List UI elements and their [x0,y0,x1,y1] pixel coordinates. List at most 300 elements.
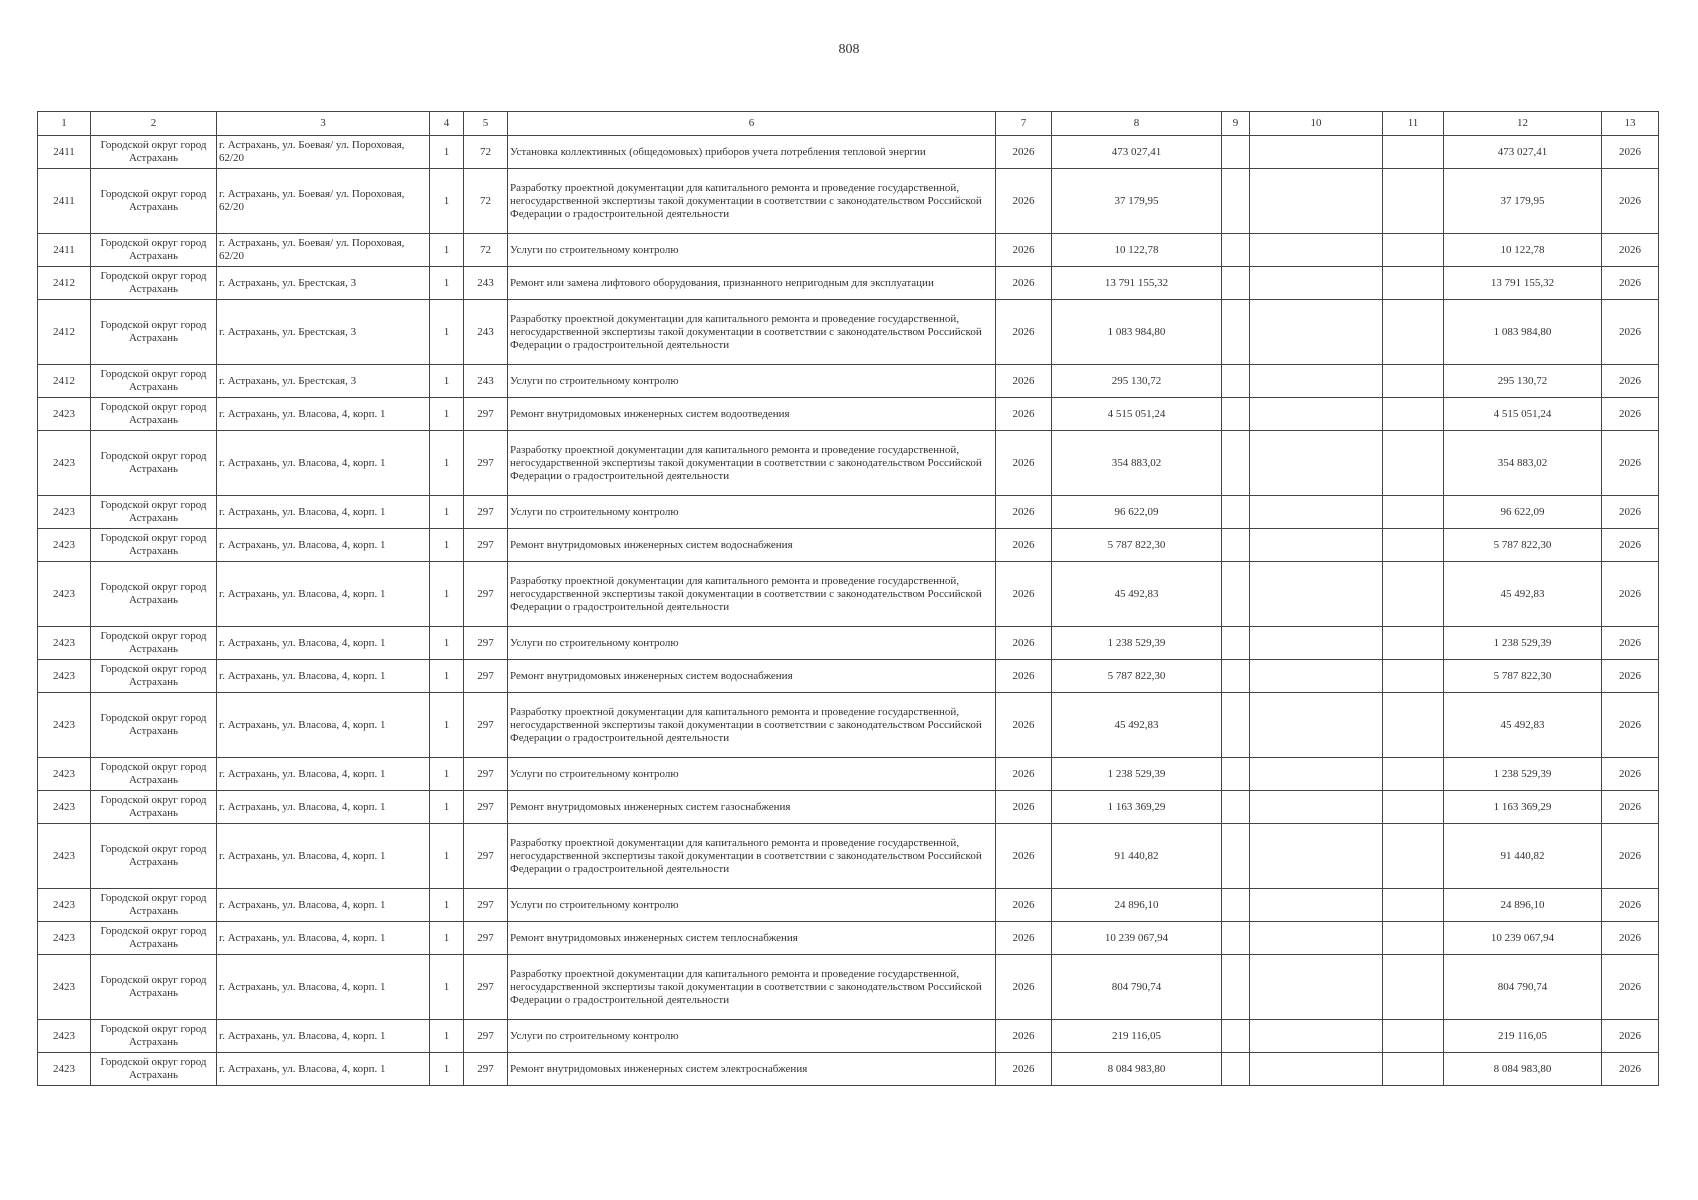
table-cell-col-2: Городской округ город Астрахань [91,398,217,431]
table-cell-col-7: 2026 [996,398,1052,431]
table-cell-col-4: 1 [430,1053,464,1086]
table-row [38,529,1659,562]
table-cell-col-2: Городской округ город Астрахань [91,1053,217,1086]
table-cell-col-7: 2026 [996,758,1052,791]
table-cell-col-2: Городской округ город Астрахань [91,791,217,824]
table-cell-col-10 [1250,889,1383,922]
table-cell-col-12: 24 896,10 [1444,889,1602,922]
table-cell-col-10 [1250,267,1383,300]
table-cell-col-13: 2026 [1602,267,1659,300]
table-cell-col-13: 2026 [1602,365,1659,398]
table-cell-col-8: 10 239 067,94 [1052,922,1222,955]
column-header: 1 [38,112,91,136]
table-cell-col-13: 2026 [1602,693,1659,758]
table-cell-col-7: 2026 [996,234,1052,267]
table-cell-col-12: 804 790,74 [1444,955,1602,1020]
table-cell-col-2: Городской округ город Астрахань [91,267,217,300]
table-cell-col-2: Городской округ город Астрахань [91,234,217,267]
table-cell-col-12: 295 130,72 [1444,365,1602,398]
table-cell-col-13: 2026 [1602,955,1659,1020]
table-cell-col-8: 1 083 984,80 [1052,300,1222,365]
table-cell-col-4: 1 [430,300,464,365]
column-header: 11 [1383,112,1444,136]
table-row [38,136,1659,169]
table-cell-col-2: Городской округ город Астрахань [91,627,217,660]
table-cell-col-3: г. Астрахань, ул. Брестская, 3 [217,365,430,398]
table-cell-col-2: Городской округ город Астрахань [91,955,217,1020]
table-cell-col-11 [1383,431,1444,496]
table-cell-col-5: 297 [464,496,508,529]
table-cell-col-13: 2026 [1602,496,1659,529]
table-cell-col-3: г. Астрахань, ул. Власова, 4, корп. 1 [217,627,430,660]
table-cell-col-10 [1250,1053,1383,1086]
table-cell-col-5: 297 [464,627,508,660]
table-cell-col-3: г. Астрахань, ул. Брестская, 3 [217,267,430,300]
table-row [38,693,1659,758]
table-cell-col-10 [1250,824,1383,889]
table-cell-col-10 [1250,627,1383,660]
table-cell-col-6: Ремонт внутридомовых инженерных систем водоотведения [508,398,996,431]
table-cell-col-11 [1383,791,1444,824]
header-row [38,112,1659,136]
table-cell-col-8: 5 787 822,30 [1052,529,1222,562]
column-header: 6 [508,112,996,136]
table-cell-col-10 [1250,136,1383,169]
table-cell-col-8: 5 787 822,30 [1052,660,1222,693]
table-cell-col-5: 297 [464,562,508,627]
table-cell-col-8: 219 116,05 [1052,1020,1222,1053]
table-cell-col-10 [1250,922,1383,955]
table-cell-col-3: г. Астрахань, ул. Власова, 4, корп. 1 [217,660,430,693]
table-cell-col-7: 2026 [996,169,1052,234]
table-cell-col-4: 1 [430,169,464,234]
table-cell-col-9 [1222,758,1250,791]
table-cell-col-3: г. Астрахань, ул. Брестская, 3 [217,300,430,365]
table-cell-col-13: 2026 [1602,169,1659,234]
table-cell-col-12: 473 027,41 [1444,136,1602,169]
table-cell-col-4: 1 [430,824,464,889]
table-cell-col-8: 13 791 155,32 [1052,267,1222,300]
table-cell-col-3: г. Астрахань, ул. Власова, 4, корп. 1 [217,496,430,529]
table-cell-col-4: 1 [430,496,464,529]
table-cell-col-5: 297 [464,758,508,791]
table-cell-col-6: Ремонт внутридомовых инженерных систем электроснабжения [508,1053,996,1086]
table-cell-col-3: г. Астрахань, ул. Власова, 4, корп. 1 [217,529,430,562]
table-cell-col-3: г. Астрахань, ул. Боевая/ ул. Пороховая, 62/20 [217,234,430,267]
table-cell-col-6: Разработку проектной документации для капитального ремонта и проведение государственной, негосударственной экспертизы такой документации в соответствии с законодательством Российской Федерации о градостроительной деятельности [508,562,996,627]
table-cell-col-10 [1250,660,1383,693]
table-cell-col-4: 1 [430,627,464,660]
table-cell-col-4: 1 [430,758,464,791]
table-cell-col-8: 473 027,41 [1052,136,1222,169]
table-cell-col-13: 2026 [1602,791,1659,824]
table-cell-col-8: 295 130,72 [1052,365,1222,398]
table-cell-col-1: 2423 [38,398,91,431]
table-cell-col-4: 1 [430,398,464,431]
table-cell-col-7: 2026 [996,693,1052,758]
table-cell-col-8: 45 492,83 [1052,693,1222,758]
table-cell-col-2: Городской округ город Астрахань [91,529,217,562]
table-cell-col-9 [1222,1020,1250,1053]
table-cell-col-6: Услуги по строительному контролю [508,627,996,660]
table-cell-col-2: Городской округ город Астрахань [91,922,217,955]
table-cell-col-10 [1250,300,1383,365]
table-cell-col-11 [1383,955,1444,1020]
table-cell-col-6: Разработку проектной документации для капитального ремонта и проведение государственной, негосударственной экспертизы такой документации в соответствии с законодательством Российской Федерации о градостроительной деятельности [508,300,996,365]
table-cell-col-11 [1383,562,1444,627]
table-cell-col-10 [1250,496,1383,529]
table-cell-col-2: Городской округ город Астрахань [91,300,217,365]
table-cell-col-8: 1 238 529,39 [1052,758,1222,791]
table-cell-col-1: 2411 [38,136,91,169]
table-row [38,300,1659,365]
table-cell-col-8: 37 179,95 [1052,169,1222,234]
table-cell-col-1: 2423 [38,496,91,529]
table-cell-col-12: 37 179,95 [1444,169,1602,234]
table-cell-col-3: г. Астрахань, ул. Власова, 4, корп. 1 [217,889,430,922]
table-cell-col-9 [1222,627,1250,660]
table-cell-col-12: 10 122,78 [1444,234,1602,267]
table-cell-col-7: 2026 [996,365,1052,398]
table-cell-col-9 [1222,824,1250,889]
table-cell-col-11 [1383,693,1444,758]
table-cell-col-12: 13 791 155,32 [1444,267,1602,300]
column-header: 9 [1222,112,1250,136]
table-cell-col-4: 1 [430,136,464,169]
table-cell-col-1: 2423 [38,431,91,496]
table-cell-col-11 [1383,660,1444,693]
table-cell-col-8: 96 622,09 [1052,496,1222,529]
column-header: 10 [1250,112,1383,136]
table-row [38,267,1659,300]
table-cell-col-5: 297 [464,791,508,824]
table-cell-col-6: Разработку проектной документации для капитального ремонта и проведение государственной, негосударственной экспертизы такой документации в соответствии с законодательством Российской Федерации о градостроительной деятельности [508,169,996,234]
table-cell-col-12: 1 238 529,39 [1444,627,1602,660]
table-cell-col-13: 2026 [1602,136,1659,169]
table-cell-col-2: Городской округ город Астрахань [91,824,217,889]
table-cell-col-6: Услуги по строительному контролю [508,496,996,529]
table-cell-col-5: 72 [464,136,508,169]
table-cell-col-4: 1 [430,693,464,758]
table-cell-col-1: 2423 [38,824,91,889]
table-cell-col-13: 2026 [1602,300,1659,365]
table-cell-col-8: 24 896,10 [1052,889,1222,922]
table-cell-col-4: 1 [430,922,464,955]
table-cell-col-3: г. Астрахань, ул. Боевая/ ул. Пороховая, 62/20 [217,169,430,234]
table-cell-col-9 [1222,398,1250,431]
table-cell-col-5: 297 [464,1020,508,1053]
table-cell-col-7: 2026 [996,824,1052,889]
table-cell-col-3: г. Астрахань, ул. Власова, 4, корп. 1 [217,398,430,431]
table-cell-col-3: г. Астрахань, ул. Власова, 4, корп. 1 [217,1053,430,1086]
table-cell-col-1: 2423 [38,1053,91,1086]
table-row [38,234,1659,267]
table-cell-col-5: 297 [464,431,508,496]
column-header: 12 [1444,112,1602,136]
table-cell-col-4: 1 [430,365,464,398]
table-cell-col-3: г. Астрахань, ул. Власова, 4, корп. 1 [217,562,430,627]
table-cell-col-11 [1383,267,1444,300]
table-cell-col-9 [1222,431,1250,496]
table-cell-col-4: 1 [430,562,464,627]
table-cell-col-11 [1383,824,1444,889]
table-cell-col-9 [1222,1053,1250,1086]
table-cell-col-8: 4 515 051,24 [1052,398,1222,431]
table-cell-col-12: 1 238 529,39 [1444,758,1602,791]
table-cell-col-7: 2026 [996,496,1052,529]
table-cell-col-9 [1222,529,1250,562]
table-cell-col-7: 2026 [996,136,1052,169]
table-cell-col-2: Городской округ город Астрахань [91,562,217,627]
table-cell-col-1: 2423 [38,889,91,922]
table-cell-col-11 [1383,529,1444,562]
table-cell-col-4: 1 [430,955,464,1020]
table-cell-col-11 [1383,496,1444,529]
table-cell-col-5: 297 [464,660,508,693]
table-cell-col-10 [1250,169,1383,234]
table-cell-col-5: 297 [464,824,508,889]
table-cell-col-5: 297 [464,1053,508,1086]
table-cell-col-2: Городской округ город Астрахань [91,758,217,791]
capital-repair-table [37,111,1659,1086]
table-cell-col-11 [1383,136,1444,169]
table-cell-col-11 [1383,889,1444,922]
table-cell-col-1: 2423 [38,955,91,1020]
table-cell-col-11 [1383,758,1444,791]
table-cell-col-9 [1222,365,1250,398]
table-cell-col-10 [1250,431,1383,496]
table-cell-col-1: 2423 [38,1020,91,1053]
table-cell-col-5: 243 [464,267,508,300]
table-cell-col-10 [1250,791,1383,824]
table-cell-col-2: Городской округ город Астрахань [91,365,217,398]
table-cell-col-7: 2026 [996,300,1052,365]
table-cell-col-3: г. Астрахань, ул. Власова, 4, корп. 1 [217,693,430,758]
table-cell-col-5: 297 [464,693,508,758]
page-number: 808 [838,42,860,57]
table-cell-col-1: 2412 [38,267,91,300]
table-row [38,922,1659,955]
table-cell-col-9 [1222,169,1250,234]
table-cell-col-7: 2026 [996,267,1052,300]
table-cell-col-3: г. Астрахань, ул. Власова, 4, корп. 1 [217,955,430,1020]
table-cell-col-2: Городской округ город Астрахань [91,889,217,922]
table-cell-col-2: Городской округ город Астрахань [91,1020,217,1053]
table-cell-col-13: 2026 [1602,234,1659,267]
table-cell-col-10 [1250,365,1383,398]
table-cell-col-12: 10 239 067,94 [1444,922,1602,955]
table-cell-col-5: 72 [464,169,508,234]
table-cell-col-4: 1 [430,660,464,693]
column-header: 5 [464,112,508,136]
table-cell-col-10 [1250,1020,1383,1053]
table-row [38,169,1659,234]
table-cell-col-13: 2026 [1602,529,1659,562]
table-cell-col-11 [1383,1020,1444,1053]
table-row [38,627,1659,660]
table-cell-col-6: Ремонт внутридомовых инженерных систем теплоснабжения [508,922,996,955]
table-cell-col-5: 297 [464,889,508,922]
table-cell-col-12: 45 492,83 [1444,693,1602,758]
table-cell-col-13: 2026 [1602,1020,1659,1053]
table-cell-col-6: Разработку проектной документации для капитального ремонта и проведение государственной, негосударственной экспертизы такой документации в соответствии с законодательством Российской Федерации о градостроительной деятельности [508,824,996,889]
table-cell-col-12: 4 515 051,24 [1444,398,1602,431]
table-row [38,365,1659,398]
table-cell-col-2: Городской округ город Астрахань [91,693,217,758]
table-cell-col-1: 2412 [38,365,91,398]
table-cell-col-13: 2026 [1602,627,1659,660]
table-cell-col-7: 2026 [996,431,1052,496]
table-cell-col-11 [1383,1053,1444,1086]
table-cell-col-12: 354 883,02 [1444,431,1602,496]
column-header: 13 [1602,112,1659,136]
table-cell-col-5: 297 [464,529,508,562]
table-cell-col-2: Городской округ город Астрахань [91,136,217,169]
table-row [38,758,1659,791]
table-cell-col-10 [1250,693,1383,758]
table-cell-col-3: г. Астрахань, ул. Власова, 4, корп. 1 [217,824,430,889]
table-cell-col-6: Ремонт внутридомовых инженерных систем водоснабжения [508,529,996,562]
table-cell-col-12: 91 440,82 [1444,824,1602,889]
table-row [38,955,1659,1020]
table-cell-col-9 [1222,693,1250,758]
table-cell-col-4: 1 [430,234,464,267]
table-cell-col-12: 219 116,05 [1444,1020,1602,1053]
table-cell-col-8: 1 238 529,39 [1052,627,1222,660]
table-cell-col-1: 2423 [38,922,91,955]
table-cell-col-12: 5 787 822,30 [1444,529,1602,562]
table-cell-col-10 [1250,398,1383,431]
table-cell-col-7: 2026 [996,791,1052,824]
table-cell-col-2: Городской округ город Астрахань [91,169,217,234]
table-cell-col-3: г. Астрахань, ул. Власова, 4, корп. 1 [217,431,430,496]
table-cell-col-6: Ремонт внутридомовых инженерных систем водоснабжения [508,660,996,693]
table-cell-col-7: 2026 [996,660,1052,693]
table-cell-col-4: 1 [430,431,464,496]
table-cell-col-11 [1383,300,1444,365]
table-cell-col-5: 243 [464,300,508,365]
table-cell-col-11 [1383,922,1444,955]
column-header: 2 [91,112,217,136]
table-cell-col-6: Разработку проектной документации для капитального ремонта и проведение государственной, негосударственной экспертизы такой документации в соответствии с законодательством Российской Федерации о градостроительной деятельности [508,431,996,496]
table-cell-col-9 [1222,922,1250,955]
table-cell-col-10 [1250,562,1383,627]
table-cell-col-13: 2026 [1602,431,1659,496]
table-cell-col-2: Городской округ город Астрахань [91,660,217,693]
table-cell-col-1: 2412 [38,300,91,365]
table-cell-col-1: 2423 [38,693,91,758]
table-cell-col-4: 1 [430,791,464,824]
table-cell-col-6: Услуги по строительному контролю [508,234,996,267]
table-cell-col-5: 72 [464,234,508,267]
table-cell-col-1: 2423 [38,791,91,824]
table-row [38,496,1659,529]
table-cell-col-4: 1 [430,1020,464,1053]
table-row [38,1053,1659,1086]
table-cell-col-9 [1222,496,1250,529]
table-cell-col-9 [1222,791,1250,824]
table-cell-col-6: Услуги по строительному контролю [508,1020,996,1053]
table-cell-col-7: 2026 [996,529,1052,562]
table-cell-col-5: 297 [464,922,508,955]
table-cell-col-5: 297 [464,955,508,1020]
table-cell-col-1: 2423 [38,529,91,562]
table-cell-col-9 [1222,300,1250,365]
table-cell-col-9 [1222,660,1250,693]
table-cell-col-1: 2423 [38,758,91,791]
table-cell-col-8: 8 084 983,80 [1052,1053,1222,1086]
table-cell-col-6: Услуги по строительному контролю [508,365,996,398]
table-cell-col-6: Разработку проектной документации для капитального ремонта и проведение государственной, негосударственной экспертизы такой документации в соответствии с законодательством Российской Федерации о градостроительной деятельности [508,955,996,1020]
table-cell-col-13: 2026 [1602,398,1659,431]
table-cell-col-3: г. Астрахань, ул. Власова, 4, корп. 1 [217,922,430,955]
table-cell-col-12: 1 163 369,29 [1444,791,1602,824]
table-cell-col-6: Разработку проектной документации для капитального ремонта и проведение государственной, негосударственной экспертизы такой документации в соответствии с законодательством Российской Федерации о градостроительной деятельности [508,693,996,758]
table-cell-col-9 [1222,889,1250,922]
table-cell-col-4: 1 [430,267,464,300]
table-cell-col-3: г. Астрахань, ул. Власова, 4, корп. 1 [217,791,430,824]
table-cell-col-9 [1222,267,1250,300]
table-cell-col-3: г. Астрахань, ул. Власова, 4, корп. 1 [217,1020,430,1053]
table-cell-col-8: 91 440,82 [1052,824,1222,889]
table-cell-col-12: 5 787 822,30 [1444,660,1602,693]
table-cell-col-8: 10 122,78 [1052,234,1222,267]
column-header: 4 [430,112,464,136]
table-cell-col-11 [1383,234,1444,267]
table-cell-col-6: Услуги по строительному контролю [508,889,996,922]
table-cell-col-2: Городской округ город Астрахань [91,496,217,529]
table-cell-col-7: 2026 [996,889,1052,922]
table-cell-col-1: 2423 [38,660,91,693]
table-cell-col-1: 2423 [38,627,91,660]
table-row [38,791,1659,824]
table-cell-col-9 [1222,136,1250,169]
table-cell-col-13: 2026 [1602,562,1659,627]
table-row [38,398,1659,431]
table-cell-col-7: 2026 [996,1053,1052,1086]
table-cell-col-6: Услуги по строительному контролю [508,758,996,791]
table-cell-col-10 [1250,234,1383,267]
table-cell-col-10 [1250,955,1383,1020]
table-row [38,824,1659,889]
table-cell-col-13: 2026 [1602,758,1659,791]
table-cell-col-5: 243 [464,365,508,398]
table-cell-col-9 [1222,234,1250,267]
table-cell-col-7: 2026 [996,1020,1052,1053]
table-cell-col-13: 2026 [1602,922,1659,955]
table-cell-col-11 [1383,627,1444,660]
table-cell-col-1: 2411 [38,234,91,267]
table-cell-col-3: г. Астрахань, ул. Власова, 4, корп. 1 [217,758,430,791]
table-cell-col-8: 804 790,74 [1052,955,1222,1020]
table-cell-col-7: 2026 [996,922,1052,955]
table-cell-col-13: 2026 [1602,889,1659,922]
table-cell-col-7: 2026 [996,955,1052,1020]
table-row [38,889,1659,922]
table-cell-col-1: 2423 [38,562,91,627]
table-cell-col-12: 96 622,09 [1444,496,1602,529]
table-cell-col-8: 45 492,83 [1052,562,1222,627]
table-cell-col-10 [1250,758,1383,791]
table-cell-col-6: Ремонт или замена лифтового оборудования, признанного непригодным для эксплуатации [508,267,996,300]
column-header: 3 [217,112,430,136]
table-row [38,562,1659,627]
table-cell-col-7: 2026 [996,627,1052,660]
table-cell-col-11 [1383,398,1444,431]
table-row [38,660,1659,693]
table-cell-col-8: 354 883,02 [1052,431,1222,496]
table-cell-col-11 [1383,365,1444,398]
